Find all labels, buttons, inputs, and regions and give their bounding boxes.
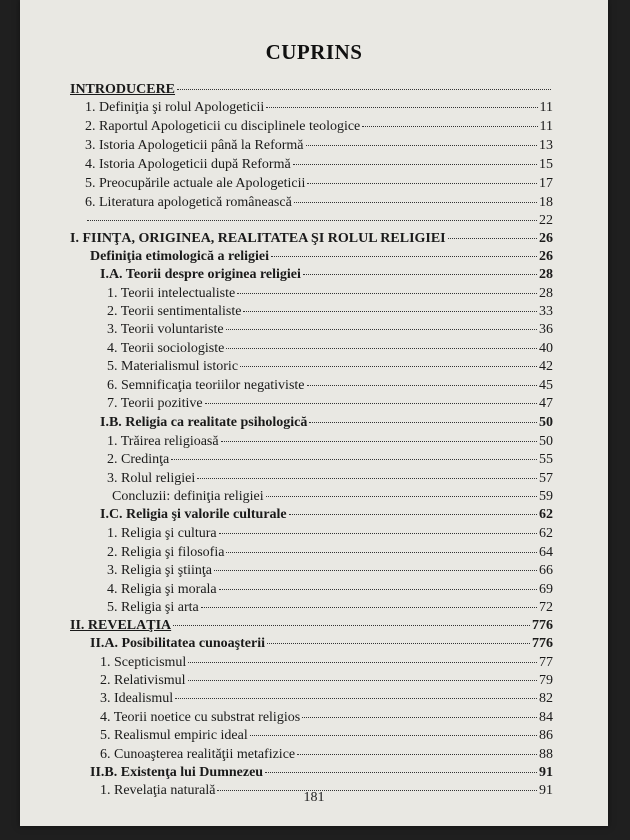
toc-entry-title: 3. Religia şi ştiinţa: [107, 563, 212, 578]
dot-leader: [306, 145, 538, 146]
toc-entry-title: Concluzii: definiţia religiei: [112, 489, 264, 504]
dot-leader: [219, 589, 537, 590]
dot-leader: [177, 89, 551, 90]
toc-entry-title: 1. Scepticismul: [100, 655, 187, 670]
toc-entry-title: II.A. Posibilitatea cunoaşterii: [90, 636, 265, 651]
toc-entry-page: 77: [539, 655, 553, 670]
toc-entry: [85, 119, 553, 135]
toc-entry-title: 5. Religia şi arta: [107, 600, 199, 615]
toc-entry-page: 91: [539, 783, 553, 798]
toc-entry-page: 66: [539, 563, 553, 578]
toc-entry-page: 28: [539, 286, 553, 301]
toc-entry-title: 2. Religia şi filosofia: [107, 545, 225, 560]
toc-entry-page: 33: [539, 304, 553, 319]
toc-entry-title: 3. Rolul religiei: [107, 471, 196, 486]
dot-leader: [362, 126, 537, 127]
dot-leader: [294, 202, 537, 203]
toc-entry-page: 15: [539, 157, 553, 172]
toc-entry-page: 59: [539, 489, 553, 504]
toc-entry-title: 1. Teorii intelectualiste: [107, 286, 236, 301]
toc-entry-title: 2. Teorii sentimentaliste: [107, 304, 242, 319]
dot-leader: [188, 680, 537, 681]
dot-leader: [243, 311, 537, 312]
toc-entry-title: 5. Materialismul istoric: [107, 359, 239, 374]
toc-entry-page: 69: [539, 582, 553, 597]
dot-leader: [302, 717, 537, 718]
toc-entry: [100, 267, 553, 283]
page-number: 181: [303, 790, 325, 805]
dot-leader: [197, 478, 537, 479]
toc-entry: [107, 545, 553, 561]
toc-entry-title: 2. Raportul Apologeticii cu disciplinele teologice: [85, 119, 361, 134]
toc-entry-page: 40: [539, 341, 553, 356]
toc-entry: [85, 157, 553, 173]
toc-entry-page: 36: [539, 322, 553, 337]
dot-leader: [205, 403, 537, 404]
toc-entry-title: 1. Religia şi cultura: [107, 526, 217, 541]
toc-entry: [100, 710, 553, 726]
dot-leader: [250, 735, 537, 736]
dot-leader: [226, 329, 537, 330]
dot-leader: [297, 754, 537, 755]
toc-entry: [85, 195, 553, 211]
toc-entry-page: 26: [539, 231, 553, 246]
toc-entry: [90, 249, 553, 265]
toc-entry: [107, 600, 553, 616]
toc-entry-title: 2. Credinţa: [107, 452, 170, 467]
toc-entry: [107, 471, 553, 487]
toc-entry-page: 11: [539, 100, 553, 115]
toc-entry-page: 42: [539, 359, 553, 374]
dot-leader: [303, 274, 537, 275]
dot-leader: [173, 625, 530, 626]
toc-entry: [85, 138, 553, 154]
toc-entry-page: 79: [539, 673, 553, 688]
toc-entry: [85, 100, 553, 116]
toc-entry: [107, 582, 553, 598]
toc-entry: [107, 434, 553, 450]
toc-entry: [90, 636, 553, 652]
toc-entry: [100, 415, 553, 431]
toc-entry-page: 82: [539, 691, 553, 706]
toc-entry: [107, 341, 553, 357]
toc-entry-title: 3. Istoria Apologeticii până la Reformă: [85, 138, 304, 153]
toc-entry-title: 1. Trăirea religioasă: [107, 434, 219, 449]
toc-entry-title: 4. Religia şi morala: [107, 582, 217, 597]
dot-leader: [266, 107, 537, 108]
toc-entry: [70, 231, 553, 247]
toc-entry-title: I.A. Teorii despre originea religiei: [100, 267, 301, 282]
toc-entry: [107, 396, 553, 412]
toc-entry: [107, 526, 553, 542]
toc-entry: [100, 691, 553, 707]
toc-entry-title: I. FIINŢA, ORIGINEA, REALITATEA ŞI ROLUL RELIGIEI: [70, 231, 446, 246]
toc-entry-page: 11: [539, 119, 553, 134]
page-title: CUPRINS: [265, 40, 363, 64]
toc-entry-page: 62: [539, 526, 553, 541]
toc-entry-page: 50: [539, 415, 553, 430]
toc-entry: [112, 489, 553, 505]
dot-leader: [289, 514, 537, 515]
toc-entry-page: 22: [539, 213, 553, 228]
dot-leader: [214, 570, 537, 571]
toc-entry-title: I.C. Religia şi valorile culturale: [100, 507, 287, 522]
toc-entry-page: 17: [539, 176, 553, 191]
toc-entry-page: 91: [539, 765, 553, 780]
toc-entry-title: 3. Idealismul: [100, 691, 174, 706]
toc-entry: [107, 452, 553, 468]
dot-leader: [237, 293, 537, 294]
toc-entry-title: 6. Literatura apologetică românească: [85, 195, 292, 210]
dot-leader: [293, 164, 537, 165]
toc-entry-title: 2. Relativismul: [100, 673, 186, 688]
dot-leader: [265, 772, 537, 773]
toc-entry-title: II. REVELAŢIA: [70, 618, 172, 633]
toc-entry-page: 88: [539, 747, 553, 762]
toc-entry-page: 776: [532, 636, 553, 651]
toc-entry: [107, 322, 553, 338]
table-of-contents: [20, 0, 608, 826]
toc-entry: [100, 673, 553, 689]
toc-entry-title: 4. Istoria Apologeticii după Reformă: [85, 157, 291, 172]
toc-entry-title: 6. Semnificaţia teoriilor negativiste: [107, 378, 305, 393]
dot-leader: [171, 459, 537, 460]
dot-leader: [309, 422, 537, 423]
dot-leader: [226, 552, 537, 553]
toc-entry: [70, 82, 553, 98]
toc-entry-title: 5. Preocupările actuale ale Apologeticii: [85, 176, 306, 191]
toc-entry-title: 4. Teorii noetice cu substrat religios: [100, 710, 301, 725]
toc-entry-title: INTRODUCERE: [70, 82, 176, 97]
toc-entry-page: 28: [539, 267, 553, 282]
toc-entry-page: 62: [539, 507, 553, 522]
toc-entry-title: 5. Realismul empiric ideal: [100, 728, 248, 743]
toc-entry: [70, 618, 553, 634]
dot-leader: [271, 256, 537, 257]
dot-leader: [240, 366, 537, 367]
toc-entry-page: 50: [539, 434, 553, 449]
dot-leader: [266, 496, 537, 497]
dot-leader: [307, 183, 537, 184]
book-page: [20, 0, 608, 826]
toc-entry-page: 45: [539, 378, 553, 393]
toc-entry: [107, 378, 553, 394]
toc-entry: [85, 176, 553, 192]
toc-entry-title: 7. Teorii pozitive: [107, 396, 203, 411]
dot-leader: [448, 238, 537, 239]
toc-entry: [100, 507, 553, 523]
toc-entry-title: 4. Teorii sociologiste: [107, 341, 225, 356]
toc-entry-title: I.B. Religia ca realitate psihologică: [100, 415, 308, 430]
toc-entry-page: 55: [539, 452, 553, 467]
toc-entry-page: 13: [539, 138, 553, 153]
toc-entry-page: 86: [539, 728, 553, 743]
toc-entry-page: 57: [539, 471, 553, 486]
dot-leader: [201, 607, 537, 608]
toc-entry: [107, 286, 553, 302]
toc-entry-page: 47: [539, 396, 553, 411]
toc-entry-title: 1. Revelaţia naturală: [100, 783, 216, 798]
toc-entry-page: 84: [539, 710, 553, 725]
toc-entry: [100, 655, 553, 671]
toc-entry-page: 18: [539, 195, 553, 210]
dot-leader: [219, 533, 537, 534]
dot-leader: [221, 441, 537, 442]
dot-leader: [175, 698, 537, 699]
toc-entry-page: 26: [539, 249, 553, 264]
dot-leader: [87, 220, 537, 221]
toc-entry-title: Definiţia etimologică a religiei: [90, 249, 269, 264]
toc-entry-page: 776: [532, 618, 553, 633]
toc-entry: [107, 563, 553, 579]
toc-entry-page: 72: [539, 600, 553, 615]
toc-entry: [100, 747, 553, 763]
toc-entry-title: 3. Teorii voluntariste: [107, 322, 224, 337]
toc-entry: [100, 728, 553, 744]
toc-entry: [107, 359, 553, 375]
dot-leader: [267, 643, 530, 644]
toc-entry-title: 6. Cunoaşterea realităţii metafizice: [100, 747, 296, 762]
dot-leader: [188, 662, 537, 663]
toc-entry-title: II.B. Existenţa lui Dumnezeu: [90, 765, 264, 780]
toc-entry: [90, 765, 553, 781]
dot-leader: [307, 385, 538, 386]
toc-entry-title: 1. Definiţia şi rolul Apologeticii: [85, 100, 265, 115]
toc-entry: [85, 213, 553, 229]
dot-leader: [226, 348, 537, 349]
toc-entry: [107, 304, 553, 320]
toc-entry-page: 64: [539, 545, 553, 560]
